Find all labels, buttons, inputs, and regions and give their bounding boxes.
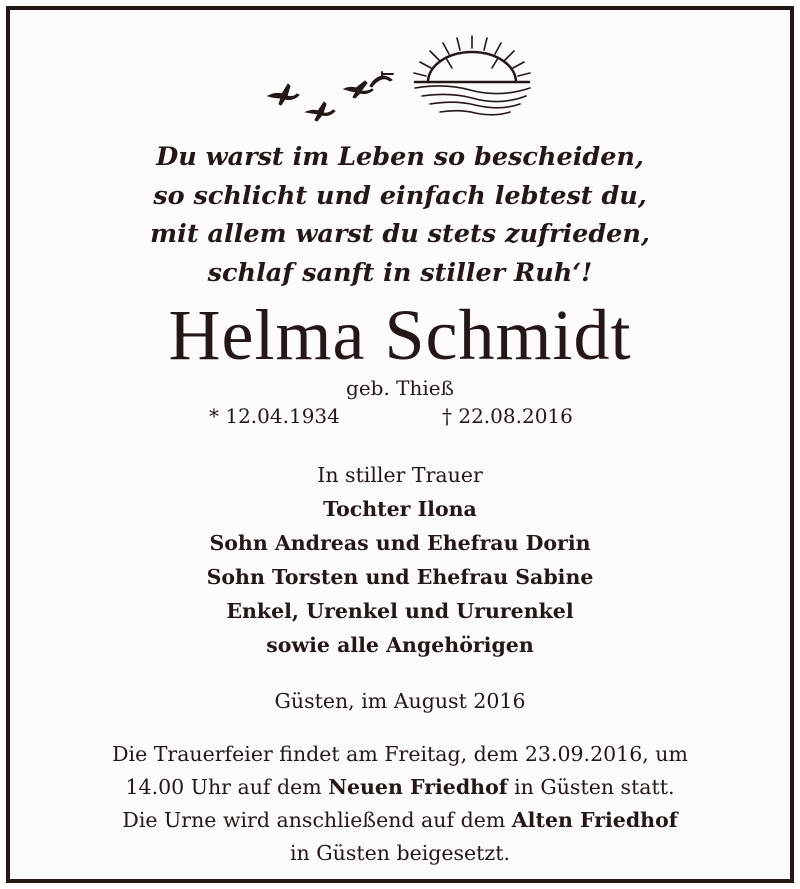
notice-line <box>10 771 790 804</box>
mourner: sowie alle Angehörigen <box>266 633 534 657</box>
place-date: Güsten, im August 2016 <box>274 689 526 713</box>
memorial-poem <box>10 138 790 292</box>
poem-line: mit allem warst du stets zufrieden, <box>150 219 650 249</box>
death-date: † 22.08.2016 <box>442 404 573 428</box>
poem-line: Du warst im Leben so bescheiden, <box>156 142 644 172</box>
mourner: Sohn Torsten und Ehefrau Sabine <box>206 565 594 589</box>
cemetery-name: Neuen Friedhof <box>328 775 508 799</box>
life-dates <box>10 404 790 432</box>
poem-line: schlaf sanft in stiller Ruh‘! <box>207 257 593 288</box>
mourner: Enkel, Urenkel und Ururenkel <box>226 599 574 623</box>
notice-line: in Güsten beigesetzt. <box>290 841 510 865</box>
funeral-notice <box>10 738 790 870</box>
cemetery-name: Alten Friedhof <box>511 808 678 832</box>
mourner: Sohn Andreas und Ehefrau Dorin <box>209 531 591 555</box>
notice-line: Die Trauerfeier findet am Freitag, dem 23.09.2016, um <box>112 742 688 766</box>
notice-text: 14.00 Uhr auf dem <box>125 775 329 799</box>
obituary-notice <box>6 6 794 883</box>
maiden-name: geb. Thieß <box>346 376 454 400</box>
mourners-list <box>10 458 790 662</box>
sunset-icon <box>414 36 530 115</box>
poem-line: so schlicht und einfach lebtest du, <box>153 180 647 211</box>
notice-text: Die Urne wird anschließend auf dem <box>122 808 512 832</box>
flying-birds-icon <box>268 72 393 121</box>
deceased-name: Helma Schmidt <box>168 295 632 375</box>
notice-text: in Güsten statt. <box>507 775 675 799</box>
birth-date: * 12.04.1934 <box>209 404 340 428</box>
mourner: Tochter Ilona <box>323 497 477 521</box>
mourners-intro: In stiller Trauer <box>317 463 483 487</box>
notice-line <box>10 804 790 837</box>
birds-sunset-illustration <box>10 30 790 130</box>
